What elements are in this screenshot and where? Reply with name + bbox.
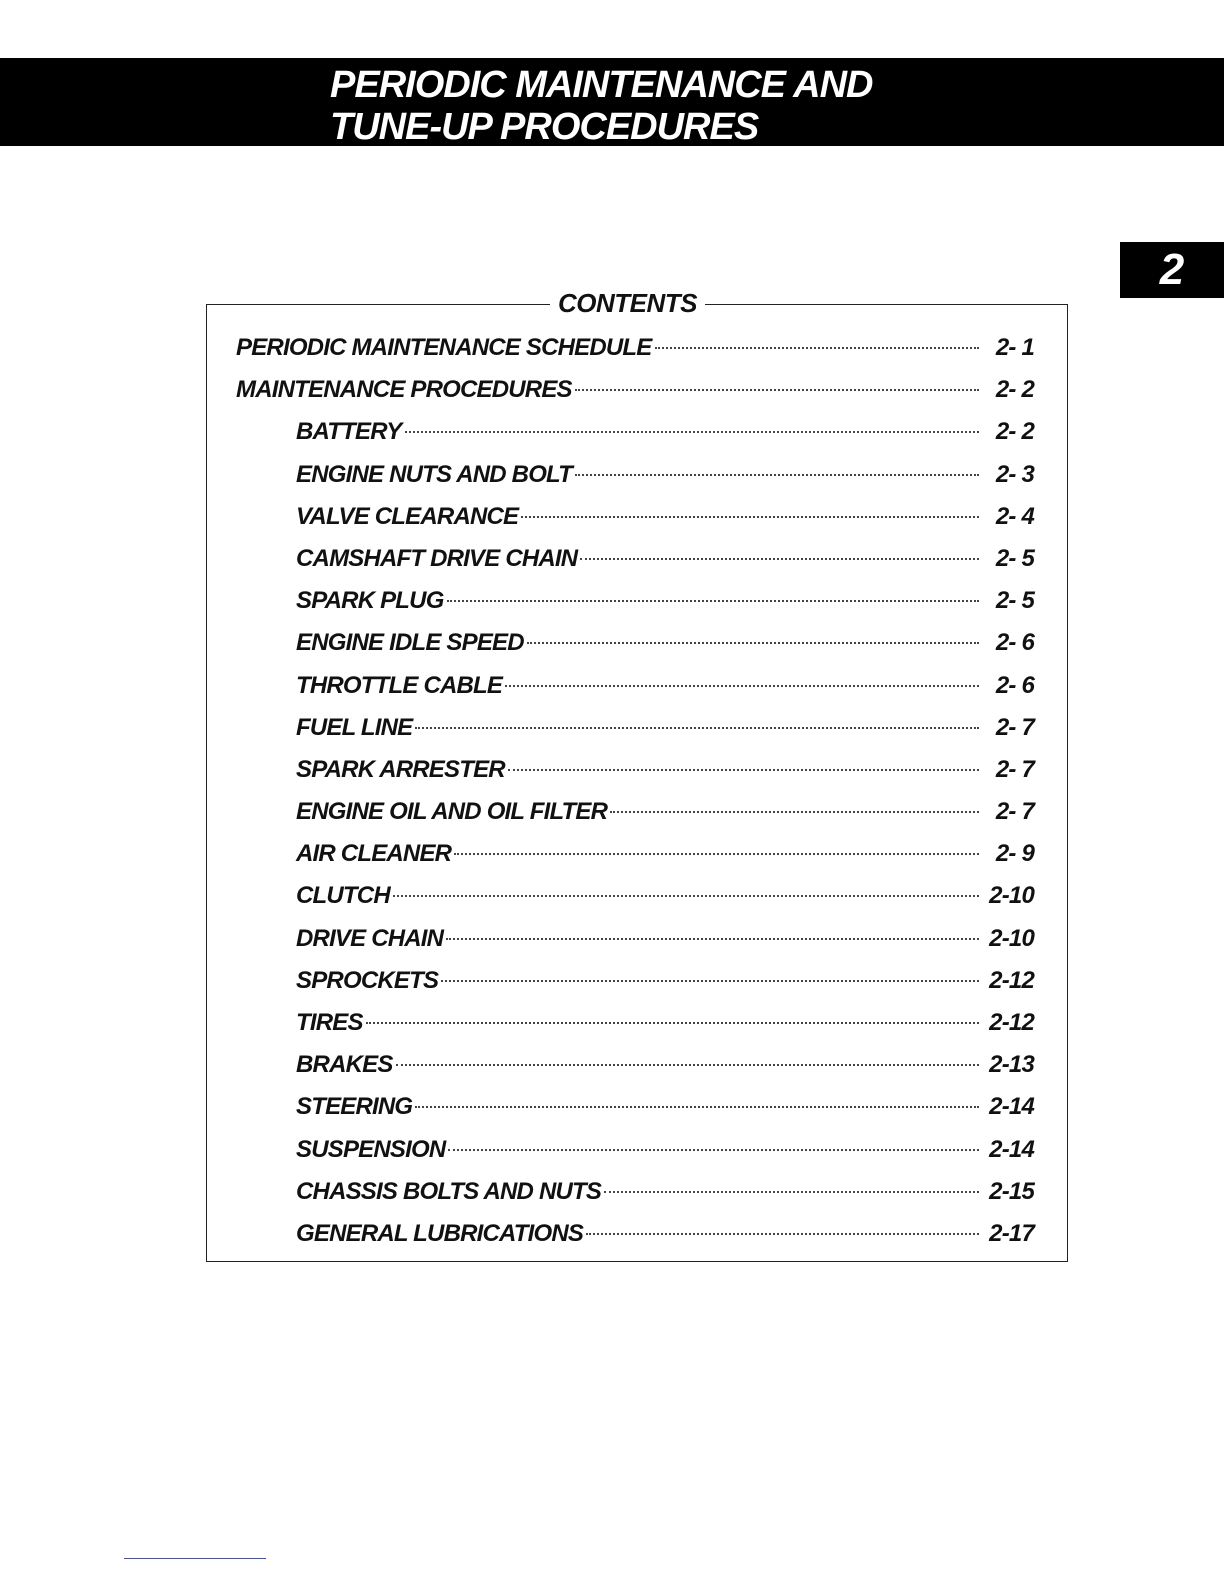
toc-dot-leader bbox=[415, 727, 979, 729]
toc-entry-page: 2- 3 bbox=[995, 460, 1034, 488]
toc-entry-page: 2-14 bbox=[989, 1093, 1034, 1121]
toc-entry[interactable] bbox=[236, 1044, 1034, 1086]
toc-entry-title: ENGINE OIL AND OIL FILTER bbox=[296, 798, 608, 826]
toc-dot-leader bbox=[575, 389, 979, 391]
toc-entry-title: CLUTCH bbox=[296, 882, 390, 910]
toc-dot-leader bbox=[655, 347, 980, 349]
toc-dot-leader bbox=[393, 895, 979, 897]
toc-entry-page: 2- 6 bbox=[995, 629, 1034, 657]
toc-dot-leader bbox=[527, 642, 979, 644]
toc-entry-title: VALVE CLEARANCE bbox=[296, 502, 519, 530]
toc-entry[interactable] bbox=[236, 1213, 1034, 1255]
toc-entry[interactable] bbox=[236, 833, 1034, 875]
chapter-number-tab: 2 bbox=[1120, 242, 1224, 298]
chapter-title-line-1: PERIODIC MAINTENANCE AND bbox=[330, 64, 873, 106]
toc-entry-page: 2-12 bbox=[989, 966, 1034, 994]
toc-dot-leader bbox=[446, 938, 979, 940]
toc-entry-page: 2-13 bbox=[989, 1051, 1034, 1079]
toc-dot-leader bbox=[448, 1149, 979, 1151]
toc-entry-page: 2-12 bbox=[989, 1009, 1034, 1036]
toc-dot-leader bbox=[586, 1233, 979, 1235]
toc-dot-leader bbox=[396, 1064, 979, 1066]
toc-entry[interactable] bbox=[236, 496, 1034, 538]
toc-entry-page: 2-14 bbox=[989, 1135, 1034, 1163]
toc-entry-title: BATTERY bbox=[296, 418, 402, 446]
toc-dot-leader bbox=[575, 474, 979, 476]
toc-dot-leader bbox=[454, 853, 979, 855]
toc-entry-page: 2- 7 bbox=[995, 798, 1034, 826]
toc-entry-title: GENERAL LUBRICATIONS bbox=[296, 1219, 584, 1247]
chapter-title bbox=[330, 64, 873, 148]
toc-dot-leader bbox=[505, 685, 979, 687]
chapter-header-bar bbox=[0, 58, 1224, 146]
toc-entry[interactable] bbox=[236, 749, 1034, 791]
toc-entry-page: 2-15 bbox=[989, 1177, 1034, 1205]
toc-entry[interactable] bbox=[236, 1171, 1034, 1213]
toc-entry-title: ENGINE NUTS AND BOLT bbox=[296, 460, 572, 488]
toc-entry-page: 2- 7 bbox=[995, 755, 1034, 783]
toc-entry[interactable] bbox=[236, 665, 1034, 707]
toc-entry[interactable] bbox=[236, 327, 1034, 369]
toc-entry[interactable] bbox=[236, 622, 1034, 664]
toc-entry-page: 2-10 bbox=[989, 924, 1034, 952]
toc-entry-title: SPROCKETS bbox=[296, 966, 439, 994]
toc-entry[interactable] bbox=[236, 538, 1034, 580]
toc-entry[interactable] bbox=[236, 369, 1034, 411]
footer-rule bbox=[124, 1558, 266, 1559]
toc-entry[interactable] bbox=[236, 875, 1034, 917]
toc-dot-leader bbox=[521, 516, 979, 518]
chapter-title-line-2: TUNE-UP PROCEDURES bbox=[330, 106, 759, 148]
toc-entry[interactable] bbox=[236, 1002, 1034, 1044]
toc-dot-leader bbox=[405, 431, 979, 433]
toc-entry-title: PERIODIC MAINTENANCE SCHEDULE bbox=[236, 334, 652, 361]
toc-entry-page: 2- 5 bbox=[995, 544, 1034, 572]
toc-dot-leader bbox=[447, 600, 979, 602]
toc-entry-title: THROTTLE CABLE bbox=[296, 671, 503, 699]
toc-dot-leader bbox=[610, 811, 979, 813]
toc-entry-page: 2- 2 bbox=[995, 376, 1034, 404]
toc-entry[interactable] bbox=[236, 707, 1034, 749]
toc-entry[interactable] bbox=[236, 1129, 1034, 1171]
toc-dot-leader bbox=[580, 558, 979, 560]
toc-entry-title: CHASSIS BOLTS AND NUTS bbox=[296, 1177, 602, 1205]
toc-entry[interactable] bbox=[236, 411, 1034, 453]
toc-entry-page: 2- 6 bbox=[995, 671, 1034, 699]
toc-entry[interactable] bbox=[236, 1086, 1034, 1128]
table-of-contents bbox=[236, 327, 1034, 1255]
toc-entry[interactable] bbox=[236, 454, 1034, 496]
toc-entry-page: 2- 1 bbox=[995, 334, 1034, 361]
toc-entry-title: SPARK ARRESTER bbox=[296, 755, 505, 783]
toc-entry-page: 2- 9 bbox=[995, 840, 1034, 868]
toc-entry[interactable] bbox=[236, 918, 1034, 960]
toc-entry-title: BRAKES bbox=[296, 1051, 393, 1079]
toc-entry[interactable] bbox=[236, 580, 1034, 622]
toc-entry-title: AIR CLEANER bbox=[296, 840, 452, 868]
toc-dot-leader bbox=[441, 980, 979, 982]
toc-entry-page: 2- 2 bbox=[995, 418, 1034, 446]
toc-dot-leader bbox=[604, 1191, 979, 1193]
toc-dot-leader bbox=[366, 1022, 979, 1024]
toc-dot-leader bbox=[508, 769, 979, 771]
toc-entry-page: 2-10 bbox=[989, 882, 1034, 910]
toc-dot-leader bbox=[415, 1106, 979, 1108]
toc-entry-title: DRIVE CHAIN bbox=[296, 924, 444, 952]
toc-entry-title: MAINTENANCE PROCEDURES bbox=[236, 376, 572, 404]
toc-entry-title: STEERING bbox=[296, 1093, 413, 1121]
toc-entry-page: 2- 4 bbox=[995, 502, 1034, 530]
toc-entry[interactable] bbox=[236, 791, 1034, 833]
toc-entry-title: SUSPENSION bbox=[296, 1135, 446, 1163]
toc-entry-title: ENGINE IDLE SPEED bbox=[296, 629, 524, 657]
toc-entry-title: SPARK PLUG bbox=[296, 587, 444, 615]
toc-entry-title: FUEL LINE bbox=[296, 713, 413, 741]
toc-entry-page: 2-17 bbox=[989, 1219, 1034, 1247]
toc-entry-title: TIRES bbox=[296, 1009, 363, 1036]
contents-heading: CONTENTS bbox=[550, 288, 705, 318]
toc-entry[interactable] bbox=[236, 960, 1034, 1002]
toc-entry-page: 2- 5 bbox=[995, 587, 1034, 615]
toc-entry-page: 2- 7 bbox=[995, 713, 1034, 741]
toc-entry-title: CAMSHAFT DRIVE CHAIN bbox=[296, 544, 578, 572]
